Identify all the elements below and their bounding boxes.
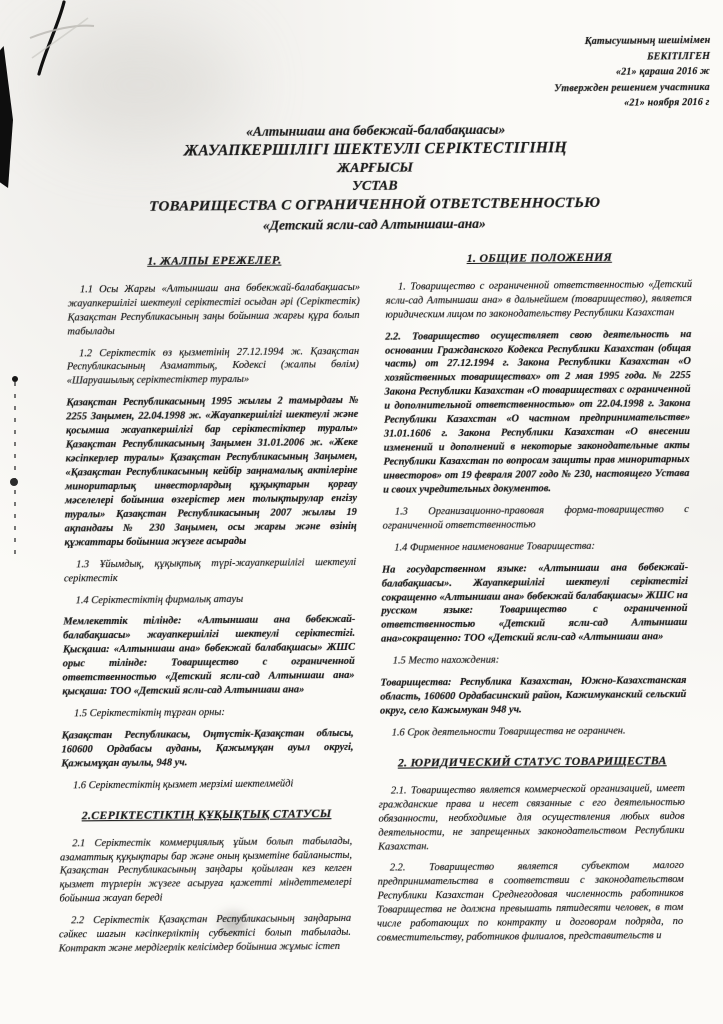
title-charter-kk: ЖАРҒЫСЫ bbox=[337, 160, 414, 176]
approval-date-ru: «21» ноября 2016 г bbox=[624, 96, 710, 109]
paragraph-company-names-kk: Мемлекеттік тілінде: «Алтыншаш ана бөбекжай-балабақшасы» жауапкершілігі шектеулі серіктестігі. Қысқаша: «Алтыншаш ана» бөбекжай балабақшасы» ЖШС орыс тілінде: Товарищество с ограниченной ответственностью «Детский ясли-сад Алтыншаш ана» қысқаша: ТОО «Детский ясли-сад Алтыншаш ана» bbox=[62, 614, 356, 698]
document-title bbox=[57, 119, 694, 236]
kazakh-column bbox=[59, 252, 361, 965]
approval-date-kk: «21» қараша 2016 ж bbox=[615, 65, 711, 78]
section-heading-legal-status-ru: 2. ЮРИДИЧЕСКИЙ СТАТУС ТОВАРИЩЕСТВА bbox=[397, 753, 667, 770]
paragraph-laws-kk: Қазақстан Республикасының 1995 жылғы 2 тамырдағы № 2255 Заңымен, 22.04.1998 ж. «Жауапкершілігі шектеулі және қосымша жауапкершілігі бар серіктестіктер туралы» Қазақстан Республикасының Заңымен 31.01.2006 ж. «Жеке кәсіпкерлер туралы» Қазақстан Республикасының Заңымен, «Қазақстан Республикасының кейбір заңнамалық актілеріне миноритарлық инвесторлардың құқықтарын қорғау мәселелері бойынша өзгерістер мен толықтырулар енгізу туралы» Қазақстан Республикасының 2007 жылғы 19 ақпандағы № 230 Заңымен, осы жарғы және өзінің құжаттары бойынша жүзеге асырады bbox=[64, 395, 359, 549]
section-heading-general-ru: 1. ОБЩИЕ ПОЛОЖЕНИЯ bbox=[466, 249, 613, 266]
title-entity-type-kk: ЖАУАПКЕРШІЛІГІ ШЕКТЕУЛІ СЕРІКТЕСТІГІНІҢ bbox=[183, 138, 568, 160]
paragraph-1-1-ru: 1. Товарищество с ограниченной ответственностью «Детский ясли-сад Алтыншаш ана» в дальнейшем (товарищество), является юридическим лицом по законодательству Республики Казахстан bbox=[385, 278, 693, 321]
title-company-name-kk: «Алтыншаш ана бөбекжай-балабақшасы» bbox=[246, 121, 506, 139]
title-charter-ru: УСТАВ bbox=[352, 178, 398, 194]
paragraph-1-4-ru: 1.4 Фирменное наименование Товарищества: bbox=[394, 540, 595, 554]
approval-line: Утвержден решением участника bbox=[554, 81, 710, 94]
title-company-name-ru: «Детский ясли-сад Алтыншаш-ана» bbox=[262, 215, 486, 233]
paragraph-company-names-ru: На государственном языке: «Алтыншаш ана бөбекжай-балабақшасы». Жауапкершілігі шектеулі серіктестігі сокращенно «Алтыншаш ана» бөбекжай балабақшасы» ЖШС на русском языке: Товарищество с ограниченной ответственностью «Детский ясли-сад Алтыншаш ана»сокращенно: ТОО «Детский ясли-сад «Алтыншаш ана» bbox=[380, 561, 689, 646]
paragraph-1-6-kk: 1.6 Серіктестіктің қызмет мерзімі шектелмейді bbox=[72, 778, 294, 792]
title-entity-type-ru: ТОВАРИЩЕСТВА С ОГРАНИЧЕННОЙ ОТВЕТСТВЕННОСТЬЮ bbox=[149, 194, 601, 215]
paragraph-1-4-kk: 1.4 Серіктестіктің фирмалық атауы bbox=[75, 593, 244, 606]
approval-line: БЕКІТІЛГЕН bbox=[647, 50, 711, 63]
paragraph-1-3-kk: 1.3 Ұйымдық, құқықтық түрі-жауапкершілігі шектеулі серіктестік bbox=[63, 556, 357, 585]
paragraph-1-5-ru: 1.5 Место нахождения: bbox=[392, 655, 500, 667]
paragraph-2-2-ru: 2.2. Товарищество является субъектом малого предпринимательства в соответствии с законодательством Республики Казахстан Среднегодовая численность работников Товарищества не должна превышать пятидесяти человек, в том числе работающих по контракту и договорам подряда, по совместительству, работников филиалов, представительств и bbox=[376, 860, 684, 944]
section-heading-general-kk: 1. ЖАЛПЫ ЕРЕЖЕЛЕР. bbox=[147, 252, 282, 268]
paragraph-2-1-ru: 2.1. Товарищество является коммерческой организацией, имеет гражданские права и несет связанные с его деятельностью обязанности, необходимые для осуществления любых видов деятельности, не запрещенных законодательством Республики Казахстан. bbox=[378, 782, 686, 853]
paragraph-1-6-ru: 1.6 Срок деятельности Товарищества не ограничен. bbox=[391, 725, 626, 739]
paragraph-1-5-kk: 1.5 Серіктестіктің тұрған орны: bbox=[73, 707, 225, 720]
approval-line: Қатысушының шешімімен bbox=[584, 34, 711, 48]
russian-column bbox=[377, 249, 693, 954]
paragraph-1-1-kk: 1.1 Осы Жарғы «Алтыншаш ана бөбекжай-балабақшасы» жауапкершілігі шектеулі серіктестігі осыдан әрі (Серіктестік) Қазақстан Республикасының заңы бойынша жарғы құра болып табылады bbox=[67, 281, 361, 338]
paragraph-laws-ru: 2.2. Товарищество осуществляет свою деятельность на основании Гражданского Кодекса Республики Казахстан (общая часть) от 27.12.1994 г. Закона Республики Казахстан «О хозяйственных товариществах» от 2 мая 1995 года. № 2255 Закона Республики Казахстан «О товариществах с ограниченной и дополнительной ответственностью» от 22.04.1998 г. Закона Республики Казахстан «О частном предпринимательстве» 31.01.1606 г. Закона Республики Казахстан «О внесении изменений и дополнений в некоторые законодательные акты Республики Казахстан по вопросам защиты прав миноритарных инвесторов» от 19 февраля 2007 годо № 230, настоящего Устава и своих учредительных документов. bbox=[383, 328, 692, 496]
paragraph-1-3-ru: 1.3 Организационно-правовая форма-товарищество с ограниченной ответственностью bbox=[382, 503, 689, 532]
approval-block bbox=[554, 33, 711, 112]
paragraph-1-2-kk: 1.2 Серіктестік өз қызметінің 27.12.1994 ж. Қазақстан Республикасының Азаматтық, Кодексі (жалпы бөлім) «Шаруашылық серіктестіктер туралы» bbox=[66, 345, 360, 387]
paragraph-2-2-kk: 2.2 Серіктестік Қазақстан Республикасының заңдарына сәйкес шағын кәсіпкерліктің субъектісі болып табылады. Контракт және мердігерлік келісімдер бойынша жұмыс істеп bbox=[58, 913, 352, 955]
paragraph-address-ru: Товарищества: Республика Казахстан, Южно-Казахстанская область, 160600 Ордабасинский район, Кажимуканский сельский округ, село Кажымукан 948 уч. bbox=[379, 675, 687, 717]
paragraph-2-1-kk: 2.1 Серіктестік коммерциялық ұйым болып табылады, азаматтық құқықтары бар және оның қызметіне байланысты, Қазақстан Республикасының заңдары қойылған кез келген қызмет түрлерін жүзеге асыруға қажетті міндеттемелері бойынша жауап береді bbox=[59, 835, 353, 905]
paragraph-address-kk: Қазақстан Республикасы, Оңтүстік-Қазақстан облысы, 160600 Ордабасы ауданы, Қажымұқан ауыл округі, Қажымұқан ауылы, 948 уч. bbox=[61, 728, 354, 770]
section-heading-legal-status-kk: 2.СЕРІКТЕСТІКТІҢ ҚҰҚЫҚТЫҚ СТАТУСЫ bbox=[81, 805, 332, 823]
